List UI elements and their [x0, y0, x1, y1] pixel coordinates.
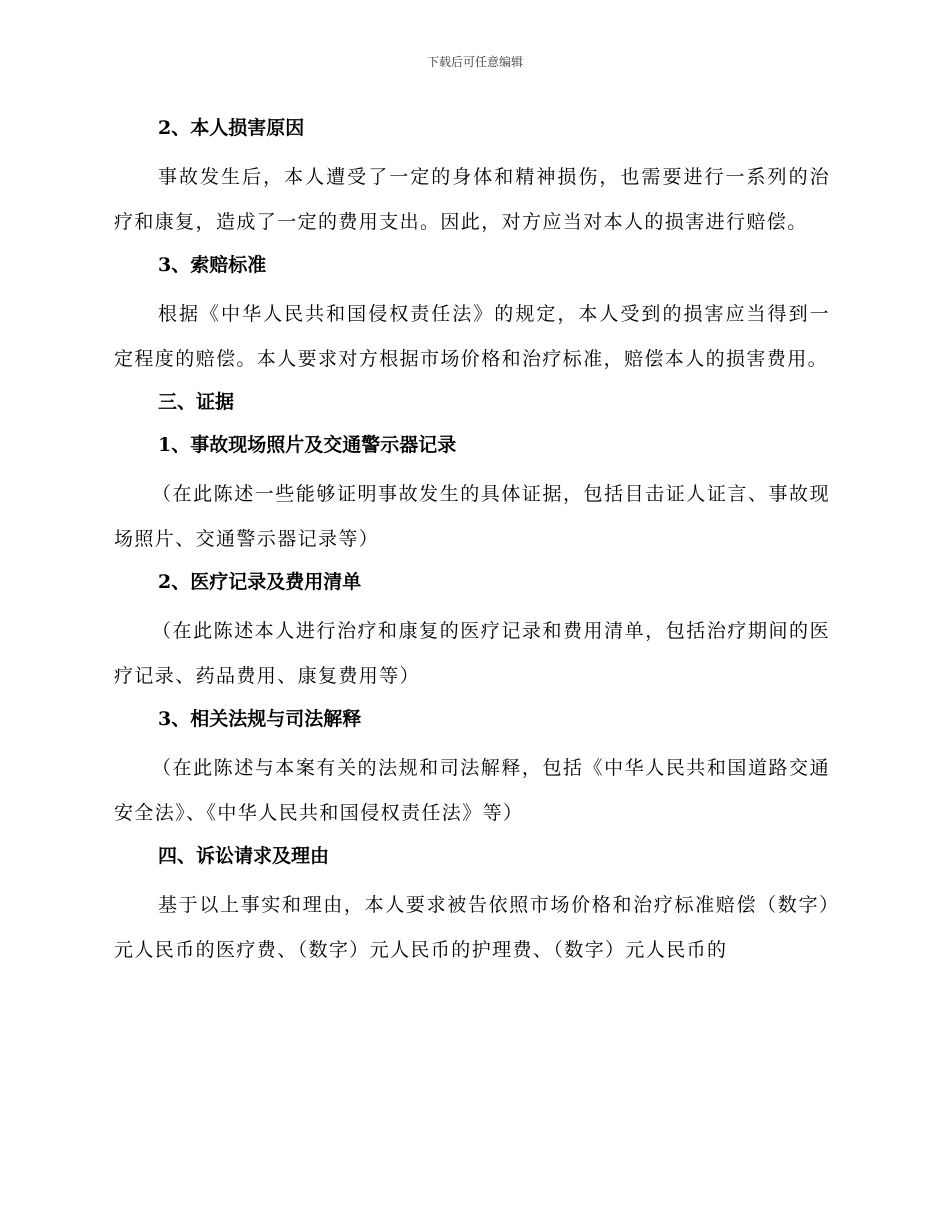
section-heading-medical-records: 2、医疗记录及费用清单 [158, 571, 362, 593]
section-heading-laws: 3、相关法规与司法解释 [158, 708, 362, 730]
paragraph-damage-cause: 事故发生后，本人遭受了一定的身体和精神损伤，也需要进行一系列的治疗和康复，造成了一定的费用支出。因此，对方应当对本人的损害进行赔偿。 [114, 166, 830, 233]
paragraph-laws: （在此陈述与本案有关的法规和司法解释，包括《中华人民共和国道路交通安全法》、《中华人民共和国侵权责任法》等） [114, 757, 830, 824]
document-body [114, 112, 830, 977]
paragraph-claim-standard: 根据《中华人民共和国侵权责任法》的规定，本人受到的损害应当得到一定程度的赔偿。本人要求对方根据市场价格和治疗标准，赔偿本人的损害费用。 [114, 303, 830, 370]
section-heading-accident-photos: 1、事故现场照片及交通警示器记录 [158, 434, 457, 456]
paragraph-medical-records: （在此陈述本人进行治疗和康复的医疗记录和费用清单，包括治疗期间的医疗记录、药品费用、康复费用等） [114, 620, 830, 687]
header-note: 下载后可任意编辑 [426, 55, 523, 69]
section-heading-damage-cause: 2、本人损害原因 [158, 117, 305, 139]
section-heading-evidence: 三、证据 [158, 391, 235, 413]
section-heading-claim-standard: 3、索赔标准 [158, 254, 267, 276]
paragraph-accident-photos: （在此陈述一些能够证明事故发生的具体证据，包括目击证人证言、事故现场照片、交通警示器记录等） [114, 483, 830, 550]
section-heading-claims: 四、诉讼请求及理由 [158, 845, 330, 867]
paragraph-claims: 基于以上事实和理由，本人要求被告依照市场价格和治疗标准赔偿（数字）元人民币的医疗费、（数字）元人民币的护理费、（数字）元人民币的 [114, 894, 830, 961]
